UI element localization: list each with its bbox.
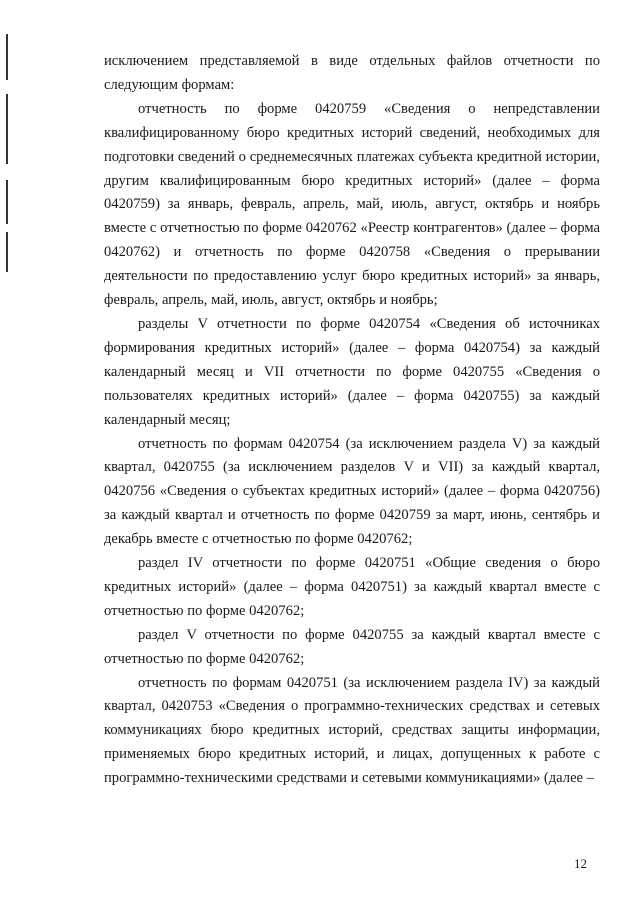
paragraph-forms-0420751-0420753: отчетность по формам 0420751 (за исключением раздела IV) за каждый квартал, 0420753 «Сведения о программно-технических средствах и сетевых коммуникациях бюро кредитных историй, средствах защиты информации, применяемых бюро кредитных историй, и лицах, допущенных к работе с программно-техническими средствами и сетевыми коммуникациями» (далее – xyxy=(104,674,600,787)
paragraph-section-iv-0420751: раздел IV отчетности по форме 0420751 «Общие сведения о бюро кредитных историй» (далее – форма 0420751) за каждый квартал вместе с отчетностью по форме 0420762; xyxy=(104,555,600,619)
paragraph-sections-0420754: разделы V отчетности по форме 0420754 «Сведения об источниках формирования кредитных историй» (далее – форма 0420754) за каждый календарный месяц и VII отчетности по форме 0420755 «Сведения о пользователях кредитных историй» (далее – форма 0420755) за каждый календарный месяц; xyxy=(104,315,600,428)
margin-change-bar xyxy=(6,34,8,80)
margin-change-bar xyxy=(6,94,8,164)
page-number: 12 xyxy=(574,856,587,871)
paragraph-form-0420759: отчетность по форме 0420759 «Сведения о непредставлении квалифицированному бюро кредитных историй сведений, необходимых для подготовки сведений о среднемесячных платежах субъекта кредитной истории, другим квалифицированным бюро кредитных историй» (далее – форма 0420759) за январь, февраль, апрель, май, июль, август, октябрь и ноябрь вместе с отчетностью по форме 0420762 «Реестр контрагентов» (далее – форма 0420762) и отчетность по форме 0420758 «Сведения о прерывании деятельности по предоставлению услуг бюро кредитных историй» за январь, февраль, апрель, май, июль, август, октябрь и ноябрь; xyxy=(104,100,600,309)
paragraph-continuation: исключением представляемой в виде отдельных файлов отчетности по следующим формам: xyxy=(104,53,600,93)
margin-change-bar xyxy=(6,232,8,272)
margin-change-bar xyxy=(6,180,8,224)
document-body xyxy=(104,50,600,791)
paragraph-section-v-0420755: раздел V отчетности по форме 0420755 за каждый квартал вместе с отчетностью по форме 0420762; xyxy=(104,626,600,667)
paragraph-forms-quarterly: отчетность по формам 0420754 (за исключением раздела V) за каждый квартал, 0420755 (за исключением разделов V и VII) за каждый квартал, 0420756 «Сведения о субъектах кредитных историй» (далее – форма 0420756) за каждый квартал и отчетность по форме 0420759 за март, июнь, сентябрь и декабрь вместе с отчетностью по форме 0420762; xyxy=(104,435,600,548)
